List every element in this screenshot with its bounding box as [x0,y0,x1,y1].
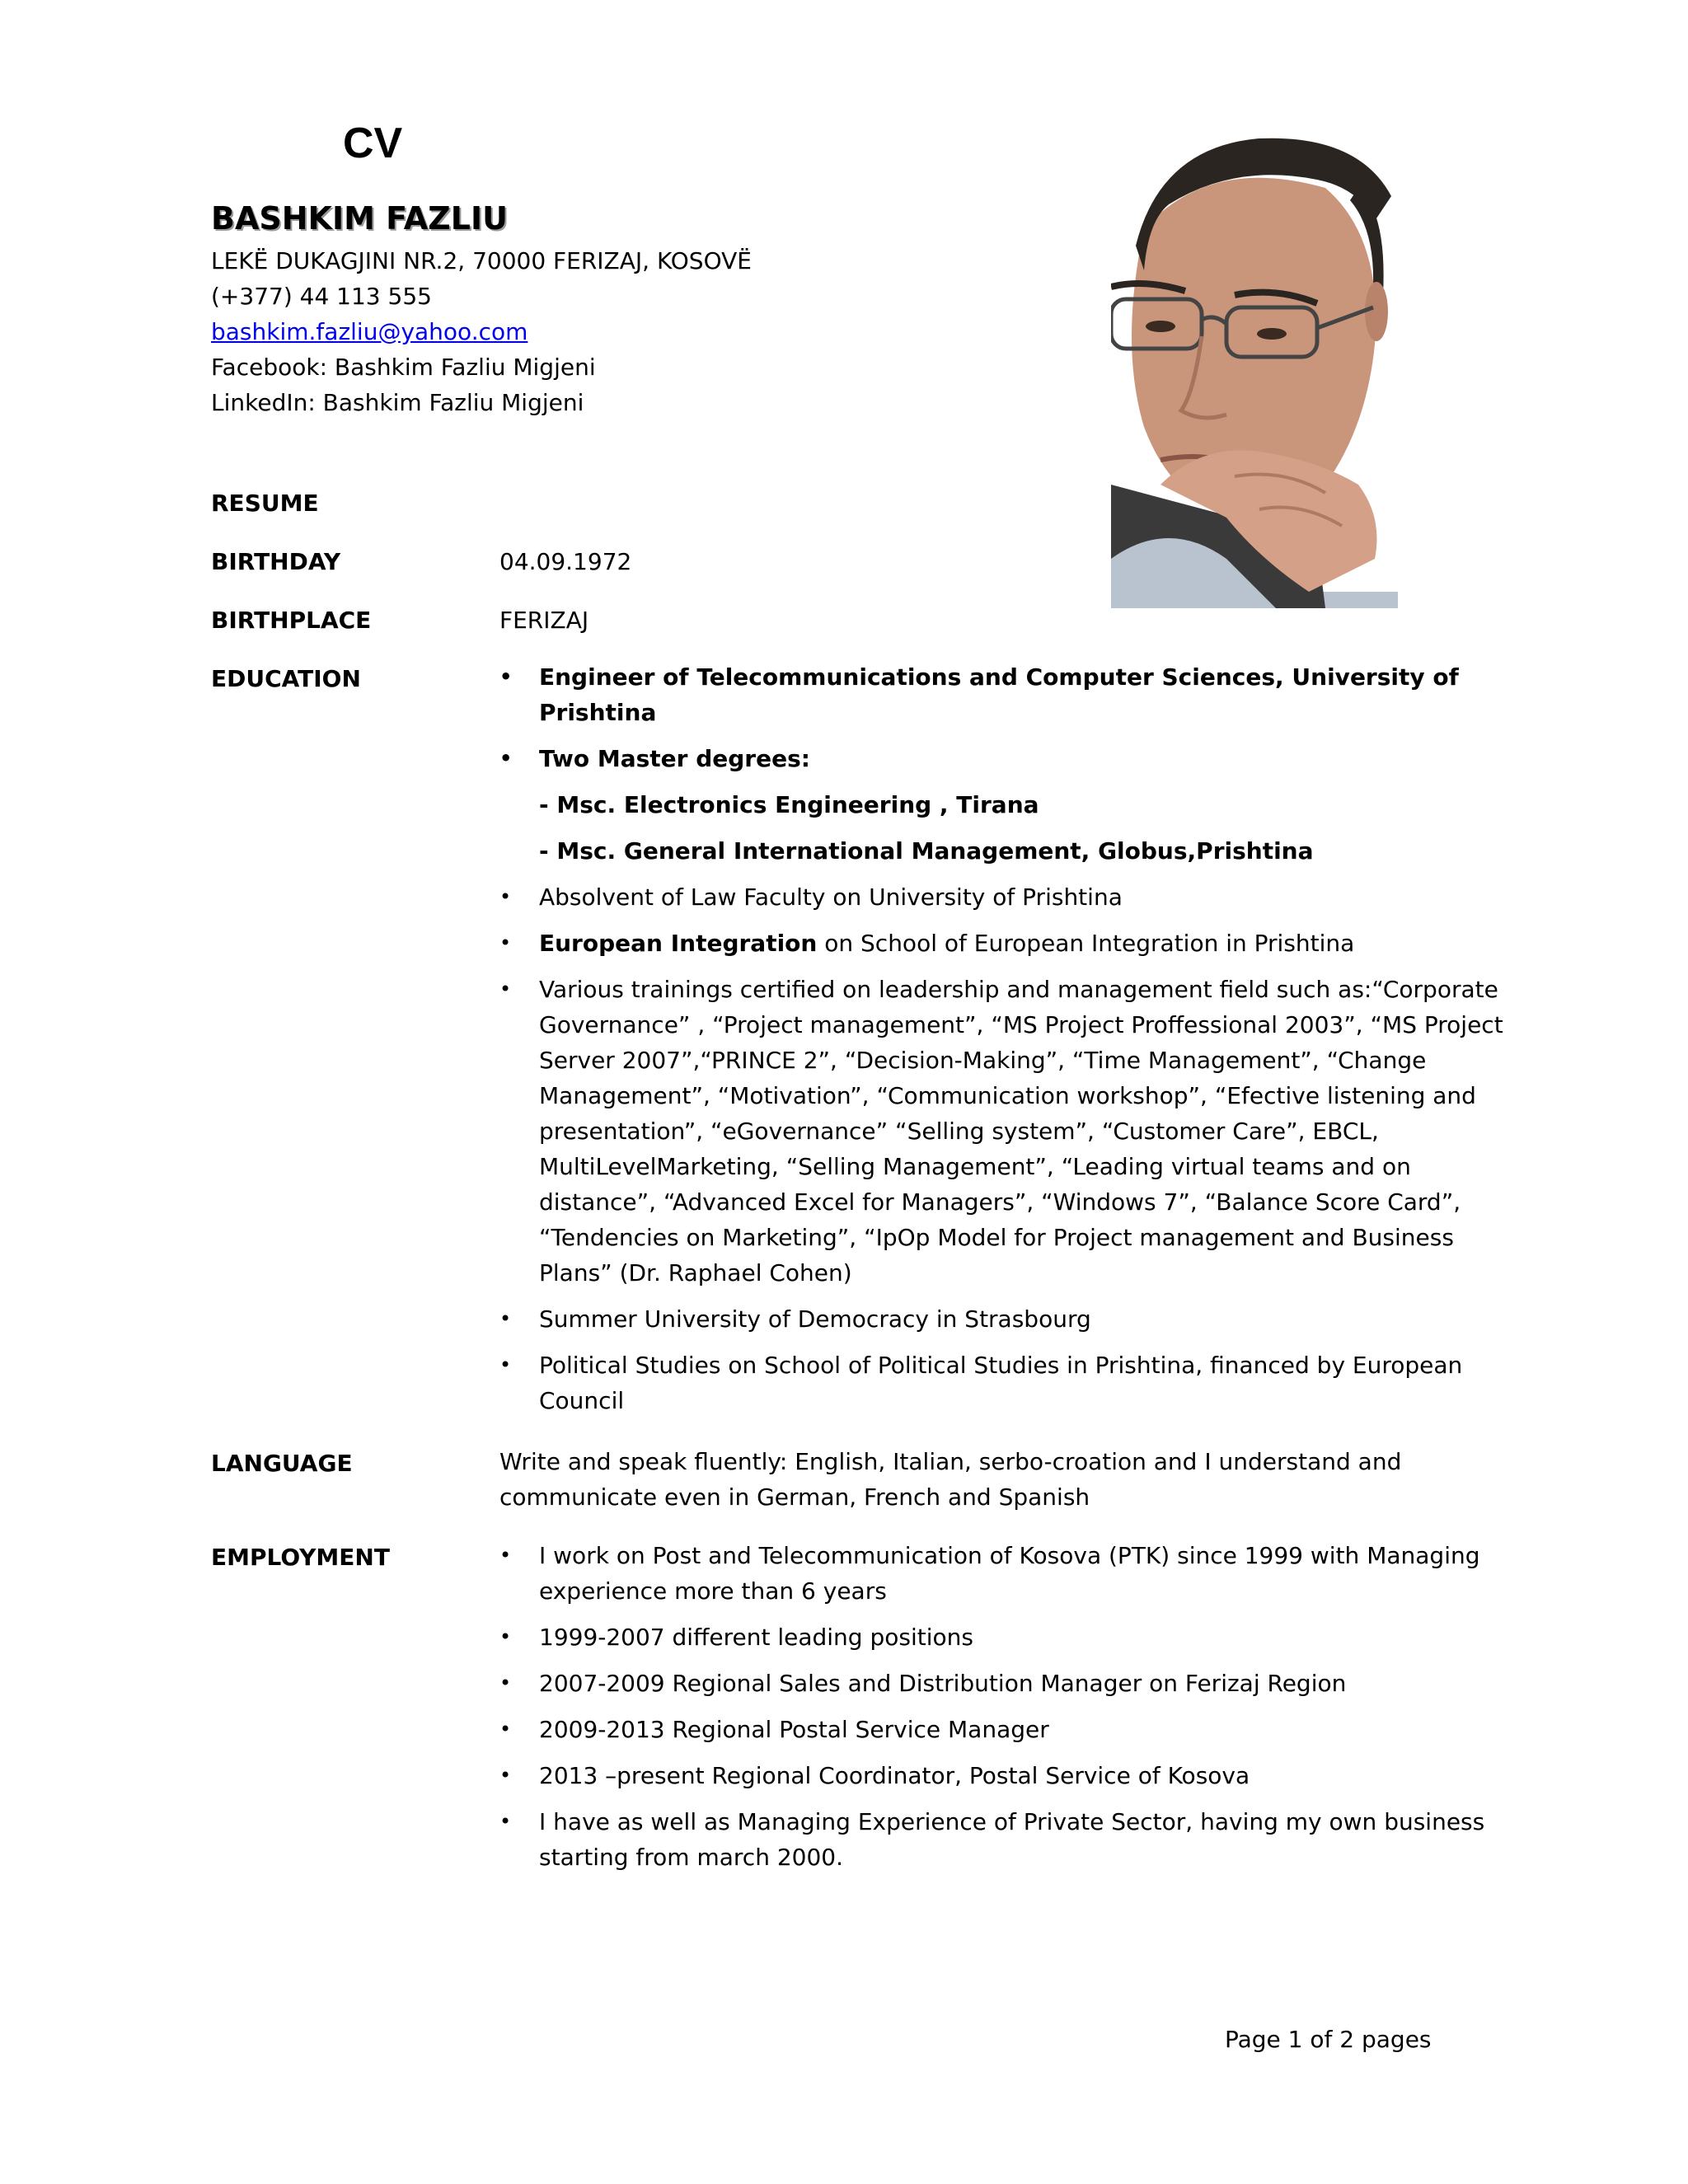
list-item: • Engineer of Telecommunications and Computer Sciences, University of Prishtina [499,659,1513,730]
list-item-text: on School of European Integration in Prishtina [817,930,1355,957]
birthplace-label: BIRTHPLACE [211,607,372,634]
cv-title: CV [343,120,403,167]
phone: (+377) 44 113 555 [211,283,432,310]
list-subitem: - Msc. Electronics Engineering , Tirana [539,791,1039,818]
person-name: BASHKIM FAZLIU [211,200,508,237]
list-subitem: - Msc. General International Management, Globus,Prishtina [539,837,1314,865]
page-number: Page 1 of 2 pages [1225,2026,1432,2053]
linkedin: LinkedIn: Bashkim Fazliu Migjeni [211,389,584,416]
resume-heading: RESUME [211,490,319,517]
birthplace-value: FERIZAJ [499,607,589,634]
list-item: • Various trainings certified on leadership and management field such as:“Corporate Governance” , “Project management”, “MS Project Proffessional 2003”, “MS Project Server 2007”,“PRINCE 2”, “Decision-Making”, “Time Management”, “Change Management”, “Motivation”, “Communication workshop”, “Efective listening and presentation”, “eGovernance” “Selling system”, “Customer Care”, EBCL, MultiLevelMarketing, “Selling Management”, “Leading virtual teams and on distance”, “Advanced Excel for Managers”, “Windows 7”, “Balance Score Card”, “Tendencies on Marketing”, “IpOp Model for Project management and Business Plans” (Dr. Raphael Cohen) [499,972,1513,1291]
list-item: • Political Studies on School of Political Studies in Prishtina, financed by European Council [499,1347,1513,1418]
list-item-bold: European Integration [539,930,818,957]
list-item: • Two Master degrees: [499,741,1513,776]
list-item: • Absolvent of Law Faculty on University of Prishtina [499,879,1513,915]
language-value: Write and speak fluently: English, Italian, serbo-croation and I understand and communicate even in German, French and Spanish [499,1448,1402,1511]
birthday-label: BIRTHDAY [211,548,341,575]
list-item [499,926,1513,961]
list-item: • Summer University of Democracy in Strasbourg [499,1301,1513,1337]
list-item: • 2009-2013 Regional Postal Service Manager [499,1712,1513,1747]
list-item: • 1999-2007 different leading positions [499,1619,1513,1655]
education-list [499,659,1513,1418]
employment-label: EMPLOYMENT [211,1544,390,1571]
birthday-value: 04.09.1972 [499,548,632,575]
address: LEKË DUKAGJINI NR.2, 70000 FERIZAJ, KOSOVË [211,247,752,274]
education-label: EDUCATION [211,665,361,692]
list-item: • 2013 –present Regional Coordinator, Postal Service of Kosova [499,1758,1513,1793]
email-link[interactable]: bashkim.fazliu@yahoo.com [211,318,528,345]
profile-photo [1111,130,1398,608]
list-item: • I work on Post and Telecommunication of Kosova (PTK) since 1999 with Managing experience more than 6 years [499,1538,1513,1609]
list-item: • I have as well as Managing Experience of Private Sector, having my own business starting from march 2000. [499,1804,1513,1875]
employment-list [499,1538,1513,1875]
list-item: • 2007-2009 Regional Sales and Distribution Manager on Ferizaj Region [499,1666,1513,1701]
facebook: Facebook: Bashkim Fazliu Migjeni [211,354,596,381]
language-label: LANGUAGE [211,1450,353,1477]
